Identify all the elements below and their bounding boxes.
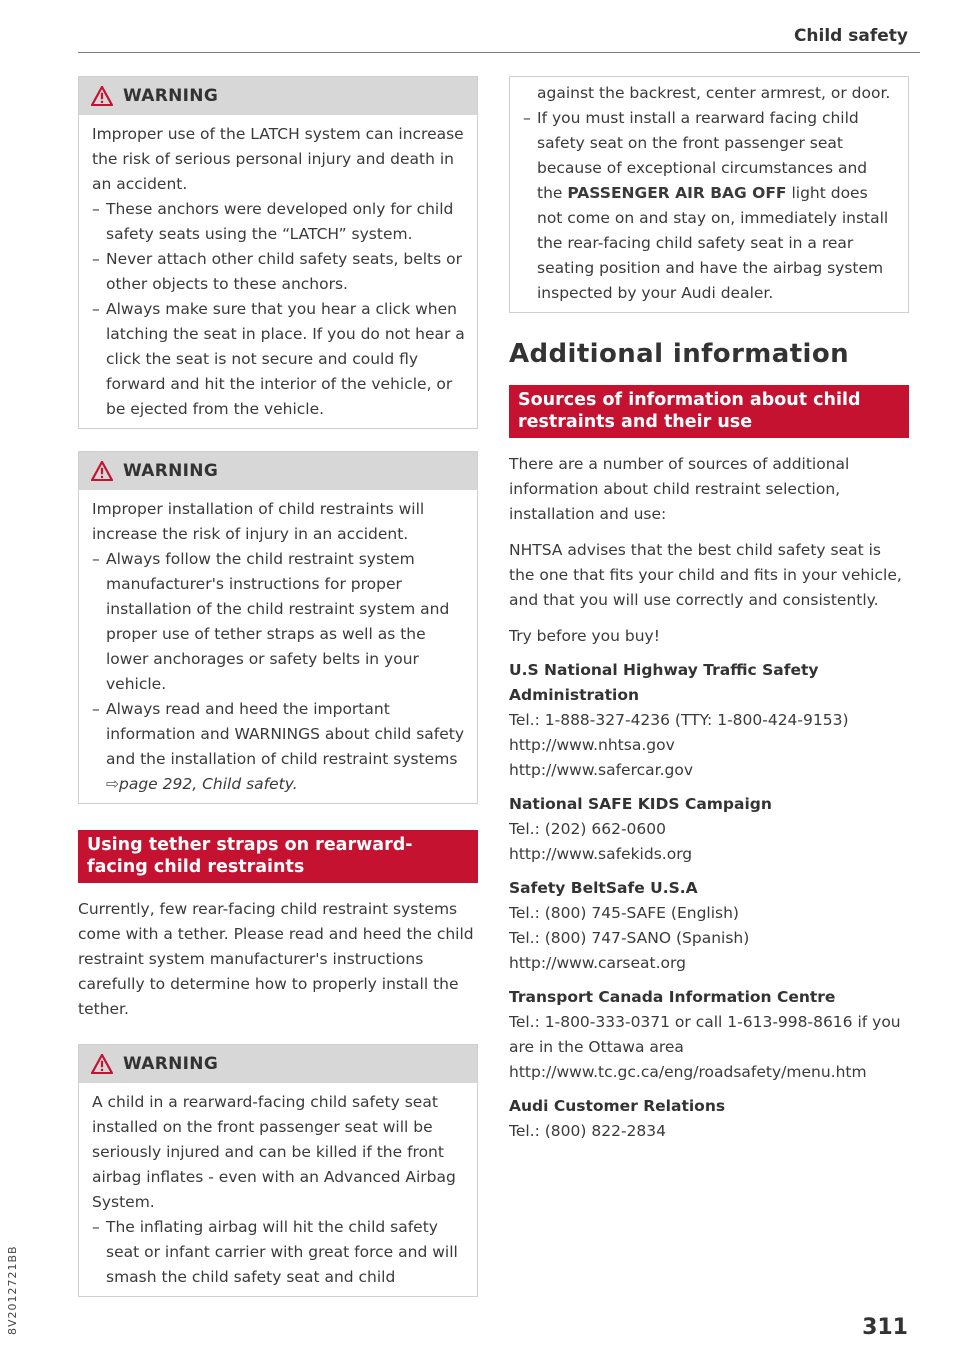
warning-bullets	[523, 81, 896, 306]
heading-additional-information: Additional information	[509, 339, 850, 369]
page-reference-link[interactable]: page 292, Child safety.	[119, 775, 298, 793]
header-rule	[78, 52, 920, 53]
warning-box-latch	[78, 76, 478, 429]
org-url[interactable]: http://www.safekids.org	[509, 845, 693, 863]
org-url[interactable]: http://www.safercar.gov	[509, 761, 694, 779]
org-url[interactable]: http://www.carseat.org	[509, 954, 686, 972]
org-name: Safety BeltSafe U.S.A	[509, 879, 698, 897]
org-phone: Tel.: 1-888-327-4236 (TTY: 1-800-424-9153)	[509, 711, 849, 729]
warning-bullet	[523, 106, 896, 306]
bullet-text: Always read and heed the important information and WARNINGS about child safety and the installation of child restraint systems	[106, 700, 465, 768]
warning-body-continued	[510, 77, 908, 312]
warning-title: WARNING	[123, 86, 219, 106]
warning-bullet: – Always follow the child restraint system manufacturer's instructions for proper installation of the child restraint system and proper use of tether straps as well as the lower anchorages or safety belts in your vehicle.	[92, 547, 465, 697]
right-column	[509, 76, 909, 1144]
warning-triangle-icon	[91, 1054, 113, 1074]
warning-box-rearward	[78, 1044, 478, 1297]
warning-header	[79, 77, 477, 115]
org-entry	[509, 876, 909, 976]
org-phone: Tel.: (202) 662-0600	[509, 820, 666, 838]
warning-title: WARNING	[123, 461, 219, 481]
subheading-sources: Sources of information about child restraints and their use	[509, 385, 909, 438]
org-name: Transport Canada Information Centre	[509, 988, 836, 1006]
org-name: National SAFE KIDS Campaign	[509, 795, 772, 813]
org-name: U.S National Highway Traffic Safety Administration	[509, 661, 819, 704]
document-code: 8V2012721BB	[6, 1245, 19, 1335]
warning-box-continued	[509, 76, 909, 313]
org-entry	[509, 792, 909, 867]
continued-line: against the backrest, center armrest, or door.	[537, 84, 891, 102]
warning-triangle-icon	[91, 461, 113, 481]
warning-triangle-icon	[91, 86, 113, 106]
warning-intro: Improper use of the LATCH system can increase the risk of serious personal injury and death in an accident.	[92, 125, 464, 193]
org-entry	[509, 985, 909, 1085]
org-url[interactable]: http://www.nhtsa.gov	[509, 736, 675, 754]
warning-bullets	[92, 547, 465, 797]
org-url[interactable]: http://www.tc.gc.ca/eng/roadsafety/menu.htm	[509, 1063, 867, 1081]
warning-bullets	[92, 1215, 465, 1290]
section-heading-tether-straps: Using tether straps on rearward-facing child restraints	[78, 830, 478, 883]
warning-body	[79, 490, 477, 803]
section-paragraph: Currently, few rear-facing child restraint systems come with a tether. Please read and heed the child restraint system manufacturer's instructions carefully to determine how to properly install the tether.	[78, 900, 474, 1018]
warning-intro: Improper installation of child restraints will increase the risk of injury in an accident.	[92, 500, 425, 543]
paragraph: Try before you buy!	[509, 627, 660, 645]
warning-bullet-with-reference	[92, 697, 465, 797]
reference-arrow-icon: ⇨	[106, 775, 119, 793]
warning-box-installation	[78, 451, 478, 804]
org-entry	[509, 658, 909, 783]
warning-title: WARNING	[123, 1054, 219, 1074]
bullet-text: light does not come on and stay on, immediately install the rear-facing child safety seat in a rear seating position and have the airbag system inspected by your Audi dealer.	[537, 184, 889, 302]
running-header-section: Child safety	[793, 26, 908, 46]
warning-header	[79, 452, 477, 490]
warning-bullet: – The inflating airbag will hit the child safety seat or infant carrier with great force and will smash the child safety seat and child	[92, 1215, 465, 1290]
warning-bullet: – These anchors were developed only for child safety seats using the “LATCH” system.	[92, 197, 465, 247]
warning-bullet: – Never attach other child safety seats, belts or other objects to these anchors.	[92, 247, 465, 297]
warning-bullets	[92, 197, 465, 422]
left-column	[78, 76, 478, 1319]
warning-intro: A child in a rearward-facing child safety seat installed on the front passenger seat will be seriously injured and can be killed if the front airbag inflates - even with an Advanced Airbag System.	[92, 1093, 456, 1211]
org-phone: Tel.: (800) 747-SANO (Spanish)	[509, 929, 750, 947]
warning-body	[79, 1083, 477, 1296]
warning-header	[79, 1045, 477, 1083]
indicator-light-name: PASSENGER AIR BAG OFF	[567, 184, 787, 202]
bullet-text: If you must install a rearward facing child safety seat on the front passenger seat because of exceptional circumstances and the	[537, 109, 868, 202]
warning-bullet: – Always make sure that you hear a click when latching the seat in place. If you do not hear a click the seat is not secure and could fly forward and hit the interior of the vehicle, or be ejected from the vehicle.	[92, 297, 465, 422]
warning-continued-text	[523, 81, 896, 106]
paragraph: NHTSA advises that the best child safety seat is the one that fits your child and fits in your vehicle, and that you will use correctly and consistently.	[509, 541, 902, 609]
paragraph: There are a number of sources of additional information about child restraint selection, installation and use:	[509, 455, 850, 523]
org-name: Audi Customer Relations	[509, 1097, 726, 1115]
org-phone: Tel.: 1-800-333-0371 or call 1-613-998-8616 if you are in the Ottawa area	[509, 1013, 901, 1056]
org-entry	[509, 1094, 909, 1144]
org-phone: Tel.: (800) 822-2834	[509, 1122, 666, 1140]
org-phone: Tel.: (800) 745-SAFE (English)	[509, 904, 739, 922]
warning-body	[79, 115, 477, 428]
page-number: 311	[862, 1315, 908, 1340]
